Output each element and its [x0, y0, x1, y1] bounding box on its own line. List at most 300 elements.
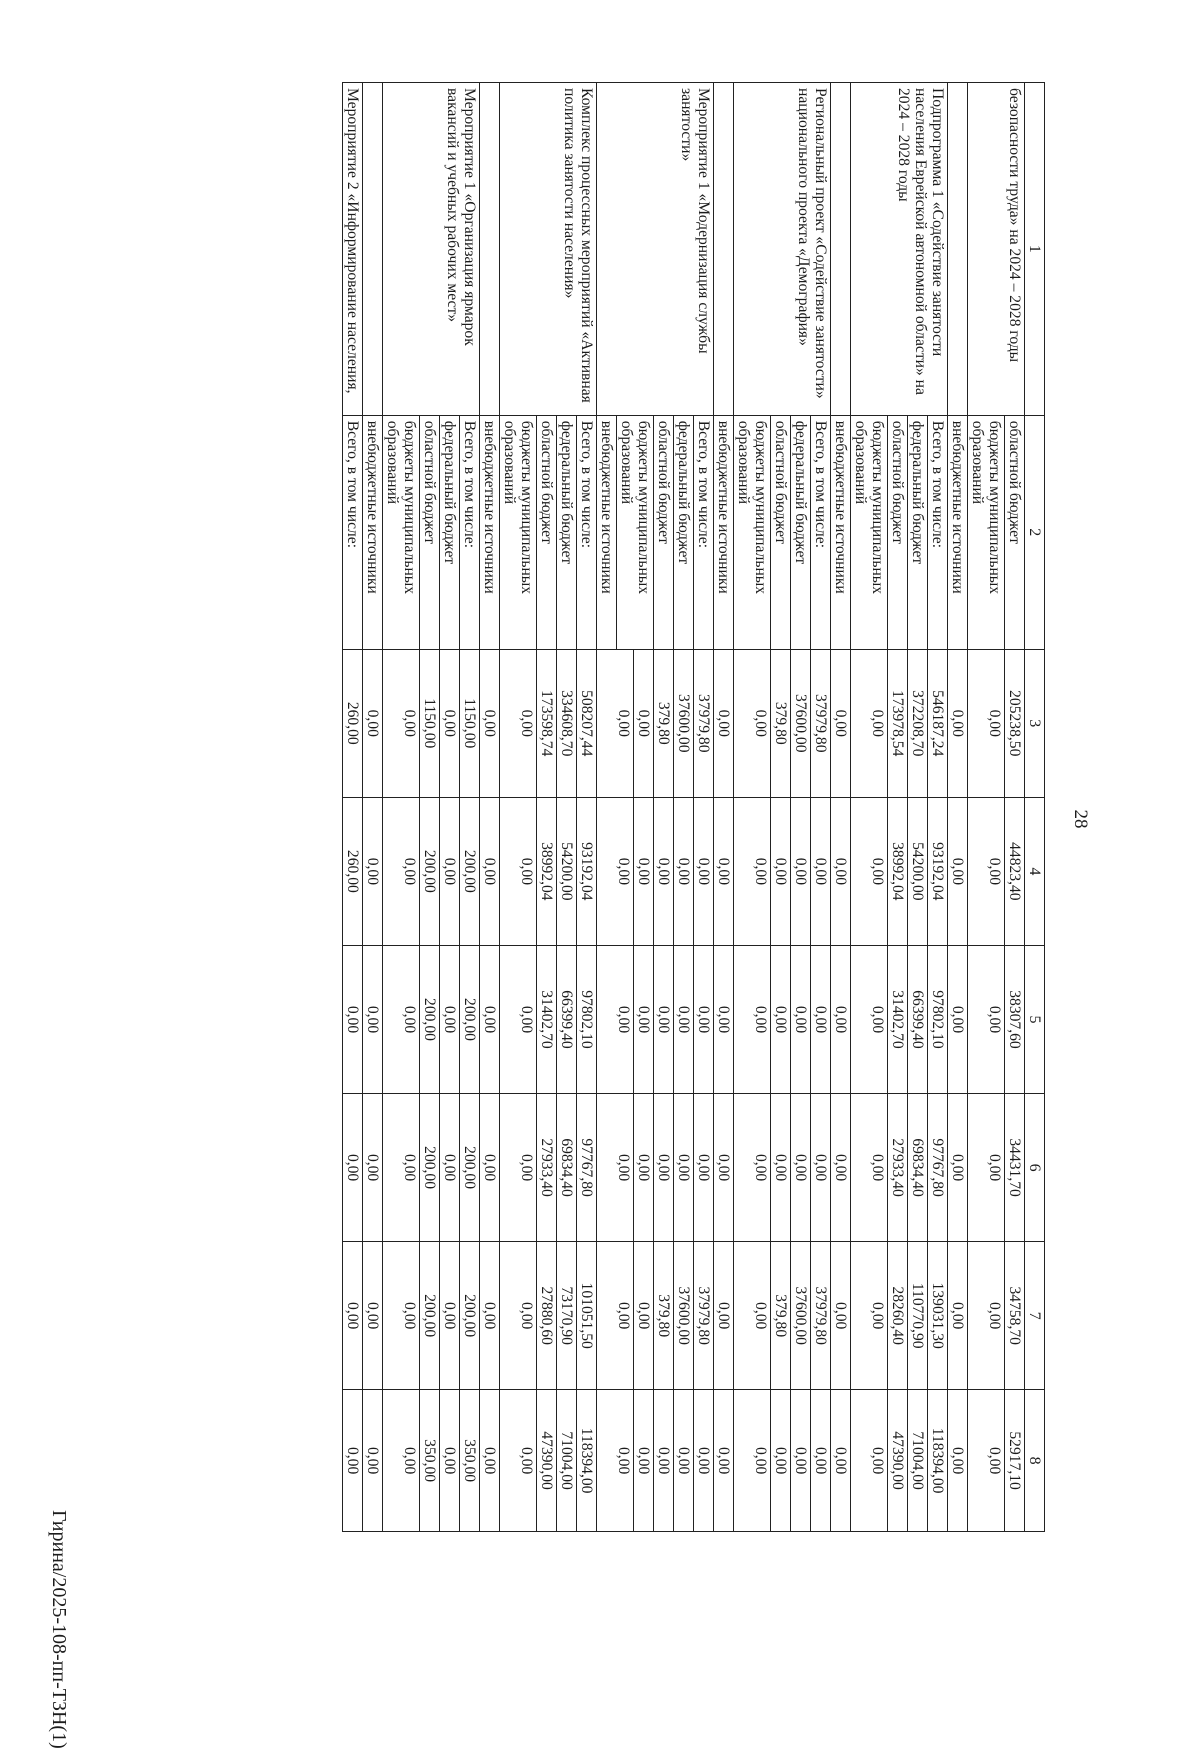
amount: 0,00 — [481, 1153, 498, 1182]
page-number: 28 — [1070, 809, 1091, 829]
sub-row — [440, 650, 460, 797]
amount: 118394,00 — [928, 1390, 948, 1531]
value-column-cell — [831, 1242, 851, 1390]
sub-row — [537, 1242, 557, 1389]
sub-row — [460, 1094, 480, 1241]
value-column-cell — [851, 1242, 948, 1390]
sub-row — [400, 798, 420, 945]
funding-source: федеральный бюджет — [674, 416, 694, 649]
sub-row — [831, 946, 850, 1093]
value-column-cell — [734, 1390, 831, 1532]
sub-row — [614, 1390, 634, 1531]
value-column-cell — [597, 649, 714, 797]
amount: 37600,00 — [674, 650, 694, 797]
amount: 37600,00 — [674, 1242, 694, 1389]
sub-row — [577, 416, 597, 649]
sub-row — [791, 946, 811, 1093]
amount: 0,00 — [694, 1094, 714, 1241]
sub-row — [537, 1390, 557, 1531]
sub-row — [614, 1242, 634, 1389]
amount: 54200,00 — [908, 798, 928, 945]
stacked-values — [831, 946, 850, 1093]
sub-row — [888, 1094, 908, 1241]
amount: 200,00 — [420, 1242, 440, 1389]
stacked-values — [400, 1390, 479, 1531]
stacked-values — [948, 1390, 967, 1531]
sub-row — [480, 1242, 499, 1389]
funding-source: бюджеты муниципальных образований — [617, 416, 654, 649]
program-name-cell: Мероприятие 1 «Организация ярмарок вакансий и учебных рабочих мест» — [383, 83, 480, 416]
header-row — [1025, 83, 1045, 1532]
amount: 37979,80 — [811, 650, 831, 797]
amount: 0,00 — [615, 1302, 632, 1330]
sub-row — [985, 650, 1005, 797]
header-cell: 5 — [1025, 945, 1045, 1093]
amount: 0,00 — [986, 709, 1003, 737]
value-column-cell — [343, 797, 363, 945]
sub-row — [460, 798, 480, 945]
stacked-values — [480, 1390, 499, 1531]
funding-source: федеральный бюджет — [791, 416, 811, 649]
sub-row — [694, 1242, 714, 1389]
sub-row — [634, 650, 654, 797]
sub-row — [517, 1242, 537, 1389]
stacked-values — [597, 416, 713, 649]
amount: 44823,40 — [1005, 798, 1025, 945]
amount: 350,00 — [460, 1390, 480, 1531]
stacked-values — [985, 650, 1024, 797]
sub-row — [654, 1390, 674, 1531]
sub-row — [811, 798, 831, 945]
stacked-values — [985, 1094, 1024, 1241]
sub-row — [420, 946, 440, 1093]
stacked-values — [751, 946, 830, 1093]
amount: 0,00 — [986, 1302, 1003, 1330]
sub-row — [460, 416, 480, 649]
amount: 0,00 — [634, 946, 654, 1093]
value-column-cell — [948, 1242, 968, 1390]
sub-row — [928, 798, 948, 945]
sub-row — [420, 650, 440, 797]
stacked-values — [400, 798, 479, 945]
sub-row — [577, 650, 597, 797]
sub-row — [948, 1094, 967, 1241]
funding-source: Всего, в том числе: — [811, 416, 831, 649]
funding-source: Всего, в том числе: — [928, 416, 948, 649]
source-column-cell — [597, 415, 714, 649]
value-column-cell — [851, 649, 948, 797]
sub-row — [771, 798, 791, 945]
sub-row — [831, 1242, 850, 1389]
amount: 200,00 — [420, 1094, 440, 1241]
stacked-values — [831, 650, 850, 797]
amount: 0,00 — [752, 1153, 769, 1182]
sub-row — [831, 1390, 850, 1531]
sub-row — [614, 798, 634, 945]
amount: 97767,80 — [928, 1094, 948, 1241]
sub-row — [420, 798, 440, 945]
value-column-cell — [480, 1242, 500, 1390]
amount: 1150,00 — [460, 650, 480, 797]
sub-row — [714, 1390, 733, 1531]
sub-row — [811, 1094, 831, 1241]
stacked-values — [714, 946, 733, 1093]
amount: 0,00 — [440, 1242, 460, 1389]
amount: 0,00 — [986, 1446, 1003, 1475]
stacked-values — [363, 946, 382, 1093]
amount: 0,00 — [771, 1390, 791, 1531]
amount: 0,00 — [832, 1446, 849, 1475]
stacked-values — [734, 416, 830, 649]
amount: 0,00 — [344, 1302, 361, 1330]
amount: 31402,70 — [888, 946, 908, 1093]
sub-row — [363, 1094, 382, 1241]
stacked-values — [517, 798, 596, 945]
sub-row — [714, 946, 733, 1093]
value-column-cell — [968, 797, 1025, 945]
funding-source: бюджеты муниципальных образований — [735, 420, 769, 595]
amount: 0,00 — [615, 857, 632, 886]
sub-row — [831, 416, 850, 649]
sub-row — [343, 650, 362, 797]
amount: 139031,30 — [928, 1242, 948, 1389]
funding-source: областной бюджет — [771, 416, 791, 649]
amount: 0,00 — [634, 1390, 654, 1531]
amount: 0,00 — [615, 1005, 632, 1034]
sub-row — [674, 1390, 694, 1531]
value-column-cell — [734, 1094, 831, 1242]
sub-row — [557, 1094, 577, 1241]
sub-row — [654, 650, 674, 797]
amount: 0,00 — [791, 946, 811, 1093]
sub-row — [654, 416, 674, 649]
amount: 173598,74 — [537, 650, 557, 797]
value-column-cell — [480, 797, 500, 945]
program-name-cell — [714, 83, 734, 416]
header-cell: 4 — [1025, 797, 1045, 945]
sub-row — [1005, 1242, 1025, 1389]
sub-row — [1005, 798, 1025, 945]
amount: 0,00 — [986, 1153, 1003, 1182]
value-column-cell — [480, 649, 500, 797]
value-column-cell — [500, 649, 597, 797]
sub-row — [654, 1242, 674, 1389]
source-column-cell — [851, 415, 948, 649]
document-code: Гирина/2025-108-пп-ТЗН(1) — [48, 1510, 70, 1749]
program-name-cell: безопасности труда» на 2024 – 2028 годы — [968, 83, 1025, 416]
header-cell: 6 — [1025, 1094, 1045, 1242]
sub-row — [674, 650, 694, 797]
value-column-cell — [851, 1390, 948, 1532]
amount: 110770,90 — [908, 1242, 928, 1389]
amount: 0,00 — [949, 1153, 966, 1182]
table-row — [500, 83, 597, 1532]
sub-row — [460, 650, 480, 797]
amount: 0,00 — [832, 857, 849, 886]
table-row — [383, 83, 480, 1532]
source-column-cell — [343, 415, 363, 649]
source-column-cell — [714, 415, 734, 649]
source-column-cell — [383, 415, 480, 649]
stacked-values — [831, 1242, 850, 1389]
stacked-values — [714, 650, 733, 797]
sub-row — [577, 1242, 597, 1389]
sub-row — [791, 1390, 811, 1531]
header-cell: 3 — [1025, 649, 1045, 797]
value-column-cell — [831, 797, 851, 945]
amount: 0,00 — [401, 1153, 418, 1182]
amount: 0,00 — [949, 1005, 966, 1034]
stacked-values — [948, 1242, 967, 1389]
sub-row — [948, 798, 967, 945]
value-column-cell — [734, 945, 831, 1093]
table-row — [851, 83, 948, 1532]
value-column-cell — [851, 797, 948, 945]
amount: 0,00 — [364, 1153, 381, 1182]
sub-row — [480, 1094, 499, 1241]
funding-source: внебюджетные источники — [832, 420, 849, 594]
value-column-cell — [383, 1242, 480, 1390]
amount: 0,00 — [364, 1302, 381, 1330]
value-column-cell — [968, 1242, 1025, 1390]
stacked-values — [480, 650, 499, 797]
funding-source: Всего, в том числе: — [577, 416, 597, 649]
program-name-cell — [363, 83, 383, 416]
amount: 0,00 — [715, 857, 732, 886]
sub-row — [928, 1094, 948, 1241]
sub-row — [1005, 946, 1025, 1093]
stacked-values — [985, 1390, 1024, 1531]
sub-row — [948, 650, 967, 797]
value-column-cell — [383, 1390, 480, 1532]
sub-row — [714, 1242, 733, 1389]
sub-row — [517, 1390, 537, 1531]
sub-row — [634, 798, 654, 945]
value-column-cell — [383, 945, 480, 1093]
sub-row — [985, 1390, 1005, 1531]
amount: 27933,40 — [537, 1094, 557, 1241]
sub-row — [948, 1242, 967, 1389]
program-name-cell — [831, 83, 851, 416]
amount: 0,00 — [715, 1302, 732, 1330]
amount: 71004,00 — [557, 1390, 577, 1531]
sub-row — [751, 798, 771, 945]
amount: 0,00 — [986, 857, 1003, 886]
value-column-cell — [383, 797, 480, 945]
funding-source: бюджеты муниципальных образований — [969, 420, 1003, 595]
stacked-values — [343, 650, 362, 797]
sub-row — [771, 650, 791, 797]
sub-row — [400, 1390, 420, 1531]
sub-row — [928, 1390, 948, 1531]
stacked-values — [714, 1094, 733, 1241]
stacked-values — [714, 1390, 733, 1531]
sub-row — [460, 1242, 480, 1389]
sub-row — [868, 798, 888, 945]
sub-row — [614, 1094, 634, 1241]
amount: 0,00 — [869, 1302, 886, 1330]
value-column-cell — [343, 945, 363, 1093]
sub-row — [557, 1390, 577, 1531]
sub-row — [363, 1390, 382, 1531]
funding-source: бюджеты муниципальных образований — [852, 420, 886, 595]
value-column-cell — [363, 945, 383, 1093]
amount: 37600,00 — [791, 1242, 811, 1389]
amount: 0,00 — [518, 857, 535, 886]
sub-row — [634, 1390, 654, 1531]
amount: 0,00 — [344, 1153, 361, 1182]
sub-row — [811, 1242, 831, 1389]
amount: 260,00 — [344, 849, 361, 893]
amount: 38992,04 — [888, 798, 908, 945]
sub-row — [343, 1094, 362, 1241]
rotated-table-wrapper — [342, 82, 1045, 1532]
sub-row — [537, 1094, 557, 1241]
sub-row — [714, 416, 733, 649]
value-column-cell — [597, 1390, 714, 1532]
source-column-cell — [363, 415, 383, 649]
stacked-values — [480, 946, 499, 1093]
sub-row — [791, 416, 811, 649]
sub-row — [614, 650, 634, 797]
sub-row — [908, 650, 928, 797]
source-column-cell — [734, 415, 831, 649]
amount: 0,00 — [364, 709, 381, 737]
value-column-cell — [948, 945, 968, 1093]
stacked-values — [480, 798, 499, 945]
sub-row — [888, 650, 908, 797]
value-column-cell — [363, 649, 383, 797]
value-column-cell — [714, 649, 734, 797]
value-column-cell — [363, 1242, 383, 1390]
sub-row — [831, 1094, 850, 1241]
amount: 69834,40 — [908, 1094, 928, 1241]
value-column-cell — [831, 945, 851, 1093]
value-column-cell — [343, 649, 363, 797]
amount: 546187,24 — [928, 650, 948, 797]
amount: 260,00 — [344, 701, 361, 745]
amount: 0,00 — [654, 1390, 674, 1531]
stacked-values — [517, 1390, 596, 1531]
stacked-values — [948, 650, 967, 797]
stacked-values — [400, 1094, 479, 1241]
sub-row — [888, 1390, 908, 1531]
stacked-values — [868, 946, 947, 1093]
amount: 0,00 — [832, 1005, 849, 1034]
funding-source: внебюджетные источники — [598, 420, 615, 594]
amount: 0,00 — [440, 1390, 460, 1531]
amount: 93192,04 — [928, 798, 948, 945]
amount: 34431,70 — [1005, 1094, 1025, 1241]
amount: 508207,44 — [577, 650, 597, 797]
amount: 0,00 — [869, 1446, 886, 1475]
stacked-values — [614, 1094, 713, 1241]
value-column-cell — [851, 1094, 948, 1242]
sub-row — [577, 798, 597, 945]
sub-row — [634, 1094, 654, 1241]
amount: 0,00 — [440, 798, 460, 945]
sub-row — [751, 650, 771, 797]
sub-row — [674, 946, 694, 1093]
amount: 350,00 — [420, 1390, 440, 1531]
amount: 38992,04 — [537, 798, 557, 945]
value-column-cell — [383, 1094, 480, 1242]
sub-row — [771, 1390, 791, 1531]
value-column-cell — [363, 1390, 383, 1532]
sub-row — [734, 416, 771, 649]
sub-row — [868, 1094, 888, 1241]
stacked-values — [751, 1390, 830, 1531]
stacked-values — [985, 946, 1024, 1093]
stacked-values — [968, 416, 1024, 649]
amount: 205238,50 — [1005, 650, 1025, 797]
sub-row — [948, 1390, 967, 1531]
sub-row — [908, 1390, 928, 1531]
sub-row — [831, 798, 850, 945]
stacked-values — [343, 798, 362, 945]
amount: 0,00 — [869, 857, 886, 886]
stacked-values — [831, 1094, 850, 1241]
sub-row — [928, 650, 948, 797]
program-name-cell: Мероприятие 2 «Информирование населения, — [343, 83, 363, 416]
value-column-cell — [714, 1390, 734, 1532]
amount: 0,00 — [481, 709, 498, 737]
value-column-cell — [500, 945, 597, 1093]
stacked-values — [751, 1242, 830, 1389]
amount: 0,00 — [715, 1005, 732, 1034]
amount: 27880,60 — [537, 1242, 557, 1389]
program-name-cell — [480, 83, 500, 416]
stacked-values — [363, 1094, 382, 1241]
amount: 0,00 — [615, 1446, 632, 1475]
sub-row — [1005, 1094, 1025, 1241]
value-column-cell — [831, 1390, 851, 1532]
value-column-cell — [968, 1094, 1025, 1242]
amount: 37979,80 — [694, 1242, 714, 1389]
amount: 0,00 — [518, 709, 535, 737]
amount: 37979,80 — [694, 650, 714, 797]
amount: 0,00 — [694, 946, 714, 1093]
program-name-cell: Подпрограмма 1 «Содействие занятости населения Еврейской автономной области» на 2024 – 2028 годы — [851, 83, 948, 416]
value-column-cell — [597, 945, 714, 1093]
sub-row — [420, 1094, 440, 1241]
stacked-values — [400, 650, 479, 797]
sub-row — [811, 416, 831, 649]
value-column-cell — [714, 1094, 734, 1242]
amount: 379,80 — [654, 1242, 674, 1389]
amount: 0,00 — [869, 1005, 886, 1034]
sub-row — [674, 798, 694, 945]
amount: 0,00 — [615, 1153, 632, 1182]
amount: 0,00 — [634, 798, 654, 945]
amount: 27933,40 — [888, 1094, 908, 1241]
amount: 54200,00 — [557, 798, 577, 945]
stacked-values — [614, 650, 713, 797]
value-column-cell — [500, 1390, 597, 1532]
stacked-values — [383, 416, 479, 649]
sub-row — [517, 946, 537, 1093]
stacked-values — [948, 798, 967, 945]
value-column-cell — [948, 1094, 968, 1242]
amount: 0,00 — [401, 709, 418, 737]
amount: 0,00 — [811, 946, 831, 1093]
amount: 73170,90 — [557, 1242, 577, 1389]
funding-source: внебюджетные источники — [364, 420, 381, 594]
sub-row — [908, 416, 928, 649]
amount: 0,00 — [518, 1005, 535, 1034]
sub-row — [440, 946, 460, 1093]
source-column-cell — [831, 415, 851, 649]
